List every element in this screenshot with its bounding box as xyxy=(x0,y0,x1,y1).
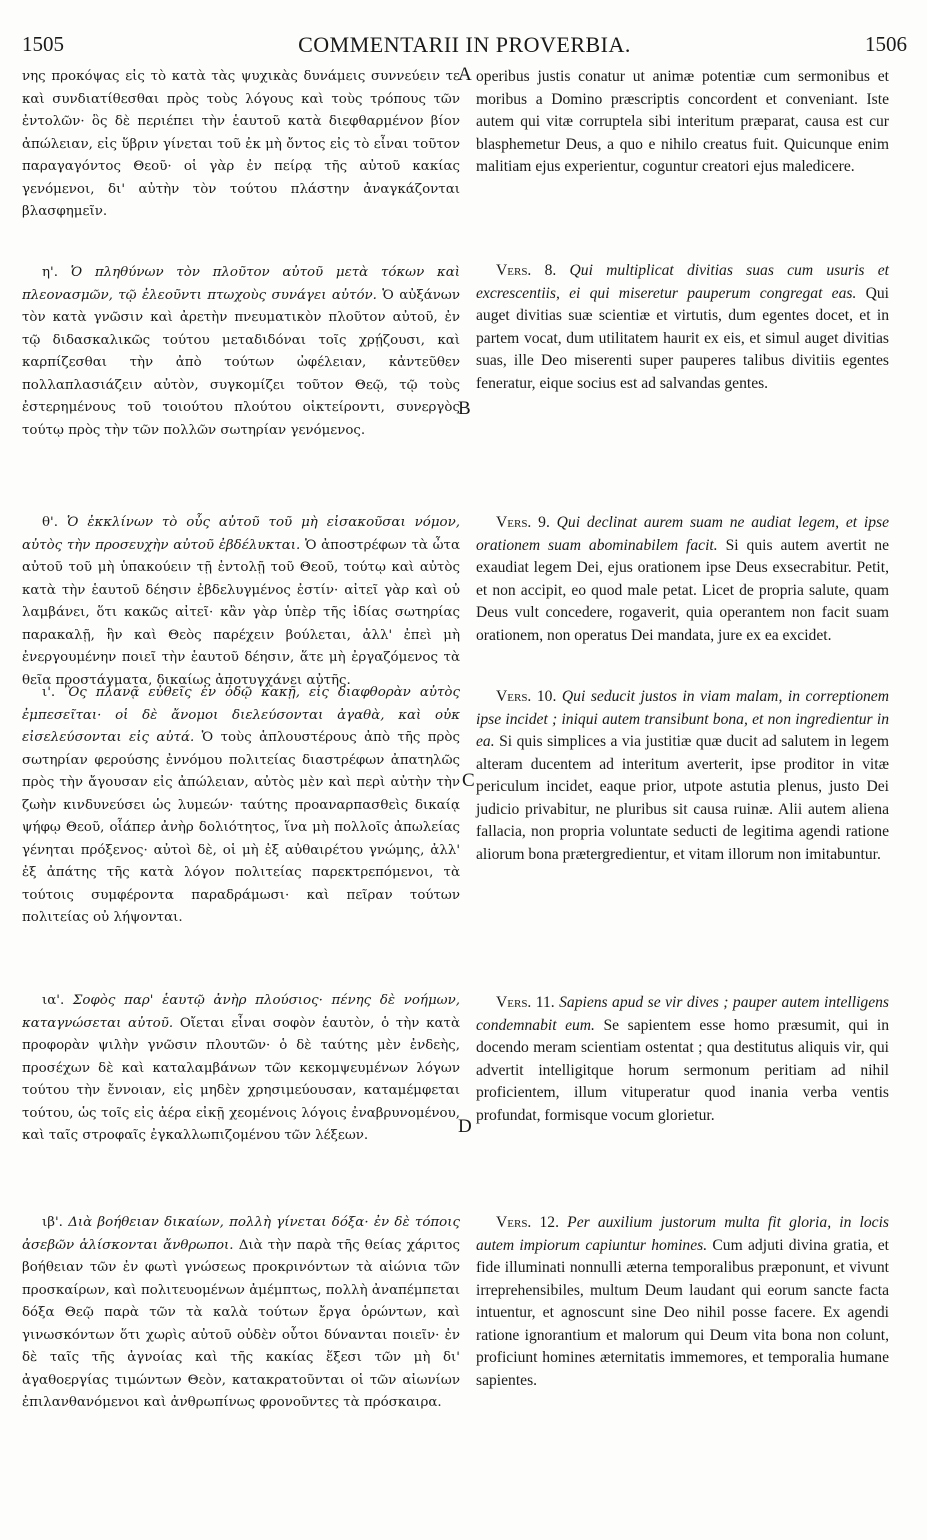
verse-lemma: Ὁ πληθύνων τὸν πλοῦτον αὐτοῦ μετὰ τόκων καὶ πλεονασμῶν, τῷ ἐλεοῦντι πτωχοὺς συνάγει αὐτόν. xyxy=(22,265,461,303)
commentary-text: Διὰ τὴν παρὰ τῆς θείας χάριτος βοήθειαν τῶν ἐν φωτὶ γνώσεως προκρινόντων τὰ αἰώνια τῶν προσκαίρων, καὶ πολιτευομένων ἀμέμπτως, πολλὴ ἀναπέμπεται δόξα Θεῷ παρὰ τῶν τὰ καλὰ τούτων ἔργα ὁρώντων, καὶ γινωσκόντων ὅτι χωρὶς αὐτοῦ οὐδὲν οὗτοι δύνανται ποιεῖν· ἐν δὲ ταῖς τῆς ἀγνοίας καὶ τῆς κακίας ἕξεσι τῶν μὴ δι' ἀγαθοεργίας τιμώντων Θεὸν, κατακρατοῦνται οἱ τῶν αἰωνίων ἐπιλανθανόμενοι καὶ ἀνθρωπίνως φρονοῦντες τὰ πρόσκαιρα. xyxy=(22,1237,460,1410)
verse-lemma: Qui multiplicat divitias suas cum usuris et excrescentiis, ei qui miseretur pauperum congregat eas. xyxy=(476,262,889,302)
latin-verse-9 xyxy=(476,512,889,647)
right-page-number: 1506 xyxy=(865,32,907,56)
commentary-text: Ὁ ἀποστρέφων τὰ ὦτα αὐτοῦ τοῦ μὴ ὑπακούειν τῇ ἐντολῇ τοῦ Θεοῦ, τούτῳ καὶ αὐτὸς κατὰ τὴν ἑαυτοῦ δέησιν ἐβδελυγμένος ἐστίν· αἰτεῖ γὰρ καὶ οὐ λαμβάνει, ὅτι κακῶς αἰτεῖ· κἂν γὰρ ὑπὲρ τῆς ἰδίας σωτηρίας παρακαλῇ, ἣν καὶ Θεὸς παρέχειν βούλεται, ἀλλ' ἐπεὶ μὴ ἐνεργουμένην ποιεῖ τὴν ἑαυτοῦ δέησιν, ἅτε μὴ ἐργαζόμενος τὰ θεῖα προστάγματα, δικαίως ἀποτυγχάνει αὐτῆς. xyxy=(22,537,460,688)
verse-lemma: Σοφὸς παρ' ἑαυτῷ ἀνὴρ πλούσιος· πένης δὲ νοήμων, καταγνώσεται αὐτοῦ. xyxy=(22,993,460,1031)
commentary-text: Οἴεται εἶναι σοφὸν ἑαυτὸν, ὁ τὴν κατὰ προφορὰν ψιλὴν γνῶσιν πλουτῶν· ὁ δὲ ταύτης μὲν ἐνδεὴς, προσέχων δὲ καὶ καταλαμβάνων τῶν κεκομψευμένων λόγων τούτου τὴν ἔννοιαν, εἰς μηδὲν χρησιμεύουσαν, καταμέμφεται τούτου, ὡς τοῖς εἰς ἀέρα εἰκῇ χεομένοις λόγοις ἐναβρυνομένου, καὶ ταῖς στροφαῖς ἐγκαλλωπιζομένου τῶν λέξεων. xyxy=(22,1015,460,1143)
verse-lemma: Per auxilium justorum multa fit gloria, in locis autem impiorum capiuntur homines. xyxy=(476,1214,890,1254)
margin-marker-d: D xyxy=(458,1116,472,1137)
latin-verse-12 xyxy=(476,1212,889,1392)
commentary-text: Si quis autem avertit ne exaudiat legem Dei, ejus orationem ipse Deus exsecrabitur. Petit, et non accipit, eo quod male petat. Licet de propria salute, quam Deus vult concedere, rogaverit, quia operantem non facit suam orationem, non operatus Dei mandata, jure ex ea excidet. xyxy=(476,536,889,644)
commentary-text: Cum adjuti divina gratia, et fide illuminati nonnulli æterna temporalibus præponunt, et vivunt irreprehensibiles, multum Deum laudant qui eorum sancte facta intuentur, et agnoscunt sine Deo nihil posse facere. Ex agendi ratione ignorantium et malorum qui Deum vita bona non colunt, proficiunt homines æternitatis immemores, et temporalia humane sapientes. xyxy=(476,1236,889,1389)
greek-verse-10 xyxy=(22,682,460,930)
running-title: COMMENTARII IN PROVERBIA. xyxy=(298,32,631,57)
greek-continuation xyxy=(22,66,460,224)
verse-label: Vers. 11. xyxy=(496,994,560,1011)
greek-verse-8 xyxy=(22,262,460,442)
margin-marker-b: B xyxy=(458,398,471,419)
verse-label: Vers. 9. xyxy=(496,514,557,531)
margin-marker-c: C xyxy=(462,770,475,791)
verse-lemma: Ὃς πλανᾷ εὐθεῖς ἐν ὁδῷ κακῇ, εἰς διαφθορὰν αὐτὸς ἐμπεσεῖται· οἱ δὲ ἄνομοι διελεύσονται ἀγαθὰ, καὶ οὐκ εἰσελεύσονται εἰς αὐτά. xyxy=(22,685,460,745)
margin-marker-a: A xyxy=(458,64,472,85)
commentary-text: Si quis simplices a via justitiæ quæ ducit ad salutem in legem alteram ducentem ad interitum averterit, ipse proditor in vitæ periculum incidet, eaque prior, utpote astutia plenus, justo Dei judicio privabitur, ne pluribus sit causa ruinæ. Alii autem aliena fallacia, non propria voluntate seducti de legitima agendi ratione aliorum bona prætergredientur, et vitam illorum non imitabuntur. xyxy=(476,733,890,863)
greek-paragraph: νης προκόψας εἰς τὸ κατὰ τὰς ψυχικὰς δυνάμεις συννεύειν τε καὶ συνδιατίθεσθαι πρὸς τοὺς λόγους καὶ τοὺς τρόπους τῶν ἐντολῶν· ὃς δὲ περιέπει τὴν ἑαυτοῦ κατὰ διεφθαρμένον βίον ἀπώλειαν, εἰς ὕβριν γίνεται τοῦ ἐκ μὴ ὄντος εἰς τὸ εἶναι τοῦτον παραγαγόντος Θεοῦ· οἱ γὰρ ἐν πείρᾳ τῆς αὐτοῦ κακίας γενόμενοι, δι' αὐτὴν τὸν τούτου πλάστην ἀναγκάζονται βλασφημεῖν. xyxy=(22,69,460,219)
commentary-text: Qui auget divitias suæ scientiæ et virtutis, dum egentes docet, et in partem vocat, dum utilitatem haurit ex eis, et simul auget divitias suas, ille Deo miserenti super pauperes talibus divitiis egentes feneratur, eique socius est ad salvandas gentes. xyxy=(476,284,889,392)
latin-continuation xyxy=(476,66,889,179)
page-header xyxy=(22,32,907,62)
verse-number: θ'. xyxy=(42,515,67,530)
verse-lemma: Qui seducit justos in viam malam, in correptionem ipse incidet ; iniqui autem transibunt bona, et non ingredientur in ea. xyxy=(476,688,889,750)
latin-verse-10 xyxy=(476,686,889,866)
verse-number: η'. xyxy=(42,265,71,280)
commentary-text: Ὁ τοὺς ἁπλουστέρους ἀπὸ τῆς πρὸς σωτηρίαν φερούσης ἐννόμου πολιτείας διαστρέφων ἀπατηλῶς πρὸς τὴν ἄγουσαν εἰς ἀπώλειαν, αὐτὸς μὲν καὶ περὶ αὐτὴν τὴν ζωὴν κινδυνεύσει ὡς λυμεών· ταύτης προαναρπασθεὶς δικαίᾳ ψήφῳ Θεοῦ, οἷάπερ ἀνὴρ δολιότητος, ἵνα μὴ πολλοῖς ἀπωλείας γένηται πρόξενος· αὐτοὶ δὲ, οἱ μὴ ἐξ αὐθαιρέτου γνώμης, ἀλλ' ἐξ ἀπάτης τῆς κατὰ λόγον πολιτείας παρεκτρεπόμενοι, τὰ τούτοις συμφέροντα παραδράμωσι· καὶ πεῖραν τούτων πολιτείας οὐ λήψονται. xyxy=(22,730,460,925)
left-page-number: 1505 xyxy=(22,32,64,56)
latin-paragraph: operibus justis conatur ut animæ potentiæ cum sermonibus et moribus a Domino præscriptis concordent et conveniant. Iste autem qui vitæ corruptela sibi interitum præparat, causa est cur blasphemetur Deus, a quo e nihilo creatus fuit. Quicunque enim malitiam ejus experientur, coguntur creatori ejus maledicere. xyxy=(476,68,889,175)
verse-lemma: Διὰ βοήθειαν δικαίων, πολλὴ γίνεται δόξα· ἐν δὲ τόποις ἀσεβῶν ἁλίσκονται ἄνθρωποι. xyxy=(22,1215,460,1253)
commentary-text: Se sapientem esse homo præsumit, qui in docendo meram scientiam ostentat ; qua destitutus aliquis vir, qui advertit intelligitque horum sermonum peritiam ad nihil proficientem, illum vituperatur quod inania verba ventis profundat, formisque vocum glorietur. xyxy=(476,1016,889,1124)
verse-label: Vers. 8. xyxy=(496,262,570,279)
verse-label: Vers. 12. xyxy=(496,1214,568,1231)
verse-number: ιβ'. xyxy=(42,1215,69,1230)
verse-lemma: Sapiens apud se vir dives ; pauper autem intelligens condemnabit eum. xyxy=(476,994,890,1034)
latin-verse-11 xyxy=(476,992,889,1127)
greek-verse-12 xyxy=(22,1212,460,1415)
latin-verse-8 xyxy=(476,260,889,395)
greek-verse-9 xyxy=(22,512,460,692)
verse-lemma: Ὁ ἐκκλίνων τὸ οὖς αὐτοῦ τοῦ μὴ εἰσακοῦσαι νόμον, αὐτὸς τὴν προσευχὴν αὐτοῦ ἐβδέλυκται. xyxy=(22,515,460,553)
verse-lemma: Qui declinat aurem suam ne audiat legem, et ipse orationem suam abominabilem facit. xyxy=(476,514,890,554)
greek-verse-11 xyxy=(22,990,460,1148)
verse-number: ι'. xyxy=(42,685,65,700)
verse-number: ια'. xyxy=(42,993,73,1008)
verse-label: Vers. 10. xyxy=(496,688,562,705)
commentary-text: Ὁ αὐξάνων τὸν κατὰ γνῶσιν καὶ ἀρετὴν πνευματικὸν πλοῦτον αὐτοῦ, ἐν τῷ διδασκαλικῶς τούτου μεταδιδόναι τοῖς χρῄζουσι, καὶ καρπίζεσθαι τὴν ἀπὸ τούτων ὠφέλειαν, κἀντεῦθεν πολλαπλασιάζειν αὐτὸν, συγκομίζει τοῦτον Θεῷ, τῷ τοὺς ἐστερημένους τοῦ τοιούτου πλούτου οἰκτείροντι, συνεργὸς τούτῳ πρὸς τὴν τῶν πολλῶν σωτηρίαν γενόμενος. xyxy=(22,287,460,438)
